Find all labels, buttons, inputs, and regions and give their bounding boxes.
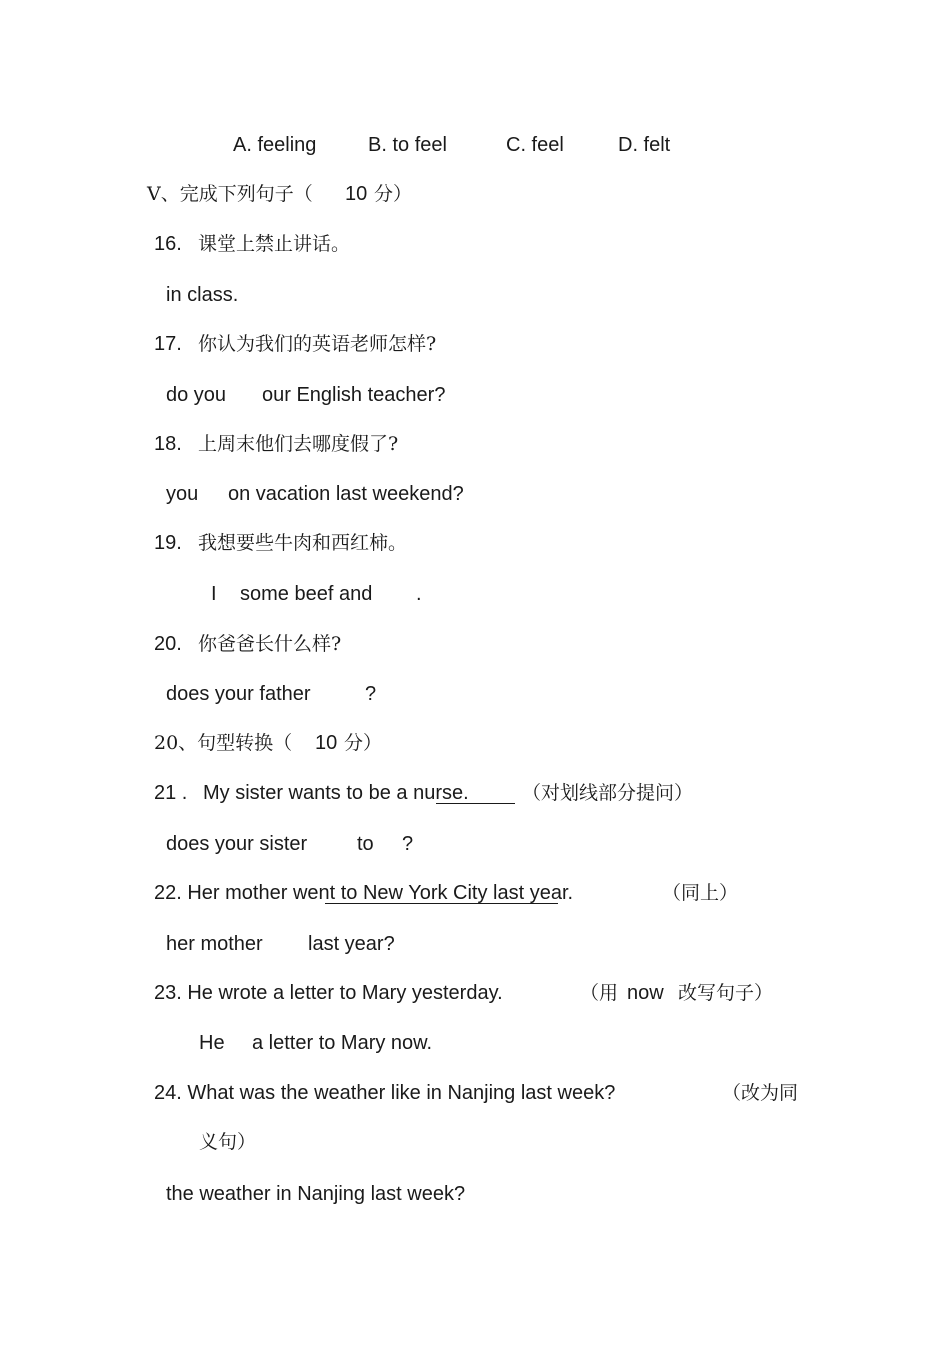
q17-english-part2: our English teacher?	[262, 384, 446, 406]
q19-english-part2: some beef and	[240, 583, 373, 605]
q24-english: the weather in Nanjing last week?	[166, 1183, 466, 1205]
q21-underline	[436, 803, 515, 804]
q18-english-part1: you	[166, 483, 199, 505]
q17-chinese: 你认为我们的英语老师怎样?	[198, 333, 437, 355]
q23-instruction-a: （用	[580, 982, 619, 1004]
q20-english-part2: ?	[365, 683, 377, 705]
q23-sentence: 23. He wrote a letter to Mary yesterday.	[154, 982, 503, 1004]
q18-english-part2: on vacation last weekend?	[228, 483, 464, 505]
q21-instruction: （对划线部分提问）	[522, 782, 694, 804]
q22-english-part1: her mother	[166, 933, 263, 955]
section6-score: 10	[315, 732, 338, 754]
option-c: C. feel	[506, 134, 564, 156]
q23-instruction-b: now	[627, 982, 664, 1004]
q19-number: 19.	[154, 532, 182, 554]
q24-sentence: 24. What was the weather like in Nanjing last week?	[154, 1082, 616, 1104]
q21-english-part2: to	[357, 833, 374, 855]
q17-number: 17.	[154, 333, 182, 355]
q21-number: 21 .	[154, 782, 188, 804]
option-b: B. to feel	[368, 134, 447, 156]
section6-prefix: 20、句型转换（	[154, 732, 293, 754]
q22-sentence: 22. Her mother went to New York City last year.	[154, 882, 574, 904]
q23-english-part1: He	[199, 1032, 225, 1054]
q18-chinese: 上周末他们去哪度假了?	[198, 433, 399, 455]
q16-number: 16.	[154, 233, 182, 255]
q19-english-part1: I	[211, 583, 217, 605]
section5-prefix: V、完成下列句子（	[147, 183, 313, 205]
option-d: D. felt	[618, 134, 671, 156]
q23-english-part2: a letter to Mary now.	[252, 1032, 433, 1054]
option-a: A. feeling	[233, 134, 317, 156]
q19-chinese: 我想要些牛肉和西红柿。	[198, 532, 408, 554]
q24-instruction-line1: （改为同	[722, 1082, 799, 1104]
q23-instruction-c: 改写句子）	[678, 982, 774, 1004]
q20-number: 20.	[154, 633, 182, 655]
q21-sentence: My sister wants to be a nurse.	[203, 782, 469, 804]
q20-english-part1: does your father	[166, 683, 311, 705]
section6-suffix: 分）	[344, 732, 383, 754]
q19-english-part3: .	[416, 583, 422, 605]
q16-english: in class.	[166, 284, 239, 306]
q22-english-part2: last year?	[308, 933, 395, 955]
q21-english-part3: ?	[402, 833, 414, 855]
q22-underline	[325, 903, 558, 904]
q17-english-part1: do you	[166, 384, 227, 406]
q24-instruction-line2: 义句）	[199, 1131, 257, 1153]
q18-number: 18.	[154, 433, 182, 455]
q22-instruction: （同上）	[662, 882, 739, 904]
section5-suffix: 分）	[374, 183, 413, 205]
q21-english-part1: does your sister	[166, 833, 308, 855]
q20-chinese: 你爸爸长什么样?	[198, 633, 342, 655]
section5-score: 10	[345, 183, 368, 205]
q16-chinese: 课堂上禁止讲话。	[198, 233, 351, 255]
